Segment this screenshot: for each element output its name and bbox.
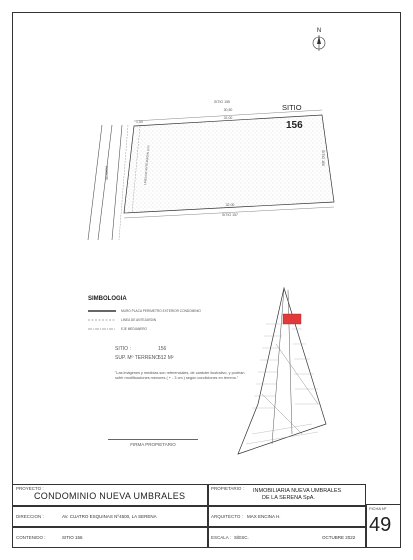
tb-escala-label: ESCALA : <box>211 535 232 540</box>
dim-top-outer: 30,50 <box>223 108 233 112</box>
tb-contenido-label: CONTENIDO : <box>16 535 46 540</box>
tb-contenido-value: SITIO 156 <box>62 535 83 540</box>
tb-direccion-label: DIRECCION : <box>16 514 44 519</box>
tb-propietario-value-1: INMOBILIARIA NUEVA UMBRALES <box>253 488 342 494</box>
tb-fecha-value: OCTUBRE 2022 <box>322 535 356 540</box>
sup-label: SUP. Mº TERRENO : <box>115 355 162 361</box>
label-vertical-text: LINEA DE ANTEJARDIN 3,00 <box>143 145 151 186</box>
sup-value: 512 M² <box>158 355 174 361</box>
tb-arquitecto-label: ARQUITECTO : <box>211 514 243 519</box>
tb-ficha-value: 49 <box>369 514 392 536</box>
label-street: VEREDA <box>105 165 109 180</box>
dim-bottom: 32,00 <box>225 203 235 207</box>
legend-label-wall: MURO PLACA PERIMETRO EXTERIOR CONDOMINIO <box>121 309 201 313</box>
label-bottom-neighbor: SITIO 157 <box>222 213 238 217</box>
master-plan <box>232 284 330 466</box>
tb-proyecto-label: PROYECTO : <box>16 486 44 491</box>
label-top-neighbor: SITIO 155 <box>214 100 230 104</box>
signature-label: FIRMA PROPIETARIO <box>130 442 176 447</box>
legend-label-antejardin: LINEA DE ANTEJARDIN <box>121 318 157 322</box>
symbology-title: SIMBOLOGIA <box>88 296 127 302</box>
signature-line <box>108 439 198 440</box>
legend-label-eje: EJE MEDIANERO <box>121 327 148 331</box>
tb-escala-value: S/ESC. <box>234 535 249 540</box>
sitio-label: SITIO : <box>115 346 131 352</box>
sitio-word: SITIO <box>282 103 302 112</box>
highlighted-lot <box>283 314 301 324</box>
dim-top-inner: 32,00 <box>223 116 233 120</box>
tb-ficha-label: FICHA Nº <box>369 506 387 511</box>
north-label: N <box>316 28 322 34</box>
sitio-number: 156 <box>286 120 303 131</box>
tb-direccion-value: AV. CUATRO ESQUINAS Nº4500, LA SERENA <box>62 514 157 519</box>
label-left-margin: 1,50 <box>136 120 143 124</box>
label-right-neighbor: SITIO 160 <box>321 150 325 166</box>
tb-propietario-label: PROPIETARIO : <box>211 486 244 491</box>
sitio-value: 156 <box>158 346 167 352</box>
tb-propietario-value-2: DE LA SERENA SpA. <box>262 495 315 501</box>
disclaimer-note: "Las imágenes y medidas son referenciales, de carácter ilustrativo, y podrían sufrir modificaciones menores ( + - 3 cm ) según condiciones en terreno." <box>115 371 245 380</box>
site-plan <box>60 70 340 240</box>
tb-proyecto-value: CONDOMINIO NUEVA UMBRALES <box>34 491 186 501</box>
north-arrow <box>304 24 334 54</box>
tb-arquitecto-value: MAX ENCINA H. <box>247 514 281 519</box>
